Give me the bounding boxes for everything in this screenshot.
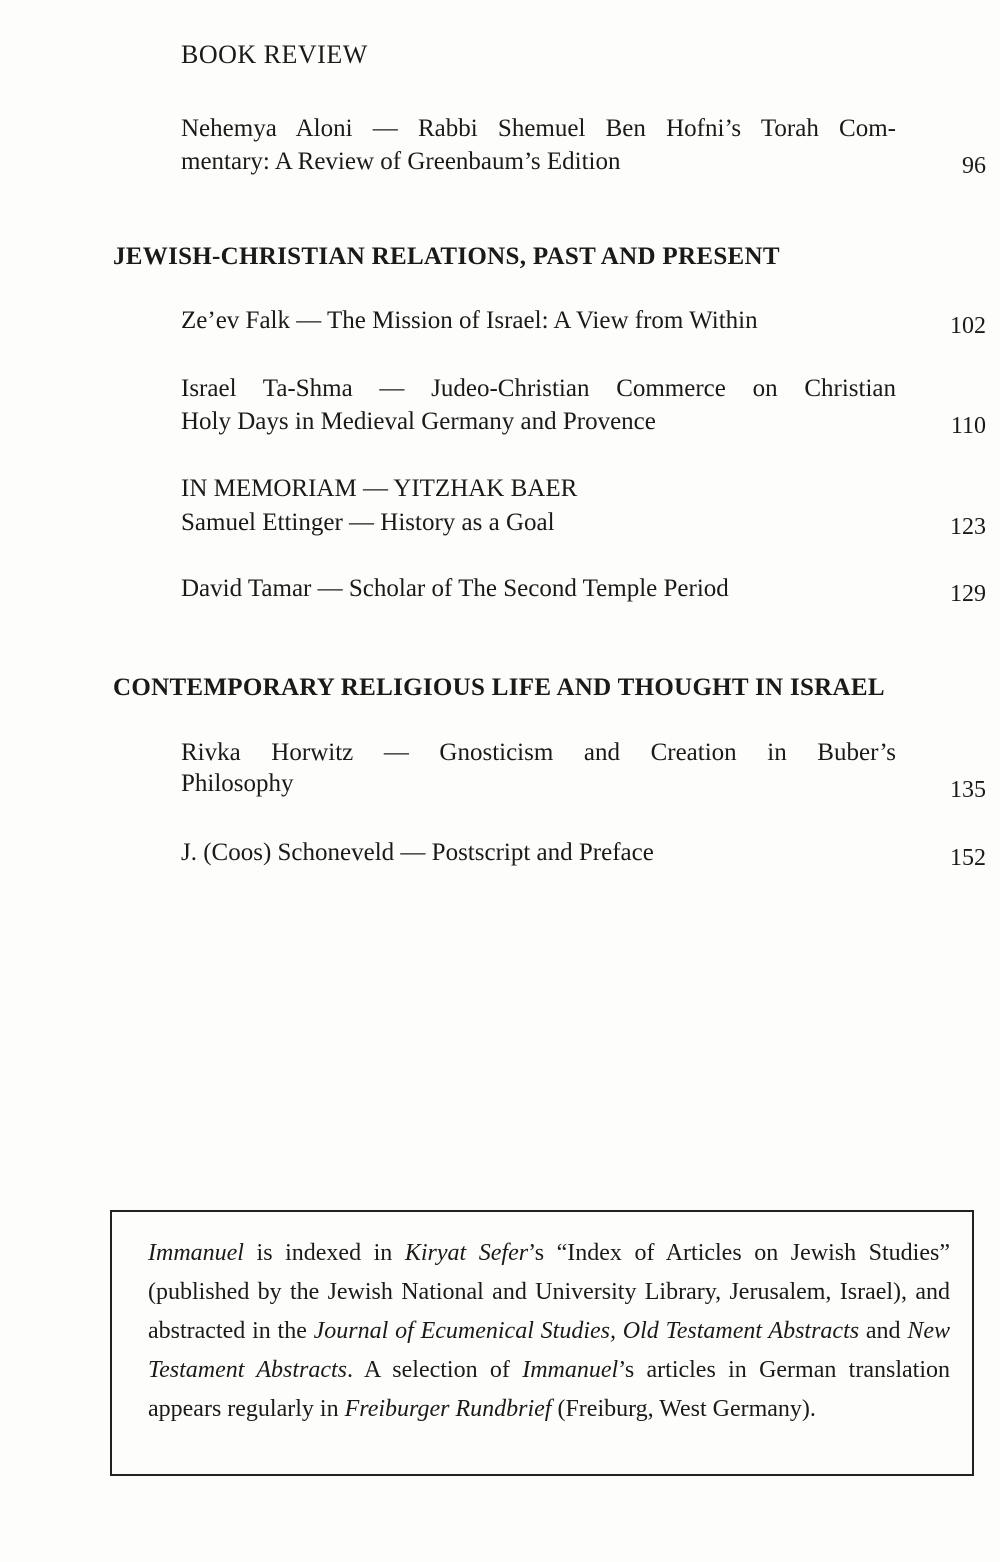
notice-text: ’s “Index of Articles on Jewish Studies” (published by the Jewish National and University Library, Jerusalem, Israel), and abstracted in the	[148, 1240, 950, 1344]
page-number: 123	[950, 514, 986, 540]
page-number: 135	[950, 777, 986, 803]
page-number: 96	[962, 153, 986, 179]
section-heading-contemporary: CONTEMPORARY RELIGIOUS LIFE AND THOUGHT IN ISRAEL	[113, 674, 885, 701]
section-heading-jewish-christian: JEWISH-CHRISTIAN RELATIONS, PAST AND PRESENT	[113, 243, 780, 270]
journal-title: Kiryat Sefer	[404, 1240, 529, 1266]
page-number: 102	[950, 313, 986, 339]
journal-title: Immanuel	[522, 1357, 619, 1383]
page-number: 152	[950, 845, 986, 871]
entry-title-line: Rivka Horwitz — Gnosticism and Creation in Buber’s	[181, 739, 896, 766]
entry-title-line: J. (Coos) Schoneveld — Postscript and Preface	[181, 839, 654, 866]
entry-title-line: Israel Ta-Shma — Judeo-Christian Commerce on Christian	[181, 375, 896, 402]
notice-text: ’s articles in German translation appears regularly in	[148, 1357, 950, 1422]
entry-title-line: David Tamar — Scholar of The Second Temple Period	[181, 575, 729, 602]
journal-title: Immanuel	[148, 1240, 244, 1266]
notice-text: . A selection of	[347, 1357, 523, 1383]
in-memoriam-heading: IN MEMORIAM — YITZHAK BAER	[181, 475, 578, 502]
notice-text: is indexed in	[243, 1240, 405, 1266]
entry-title-line: Holy Days in Medieval Germany and Provence	[181, 408, 656, 435]
entry-title-line: Nehemya Aloni — Rabbi Shemuel Ben Hofni’s Torah Com-	[181, 115, 896, 142]
journal-title: New Testament Abstracts	[148, 1318, 950, 1383]
entry-title-line: Ze’ev Falk — The Mission of Israel: A View from Within	[181, 307, 758, 334]
indexing-notice-box	[110, 1210, 974, 1476]
notice-text: and	[859, 1318, 908, 1344]
notice-text: (Freiburg, West Germany).	[551, 1396, 816, 1422]
page-number: 110	[950, 413, 986, 439]
indexing-notice-text	[148, 1234, 950, 1429]
entry-title-line: Samuel Ettinger — History as a Goal	[181, 509, 555, 536]
entry-title-line: Philosophy	[181, 770, 294, 797]
book-review-heading: BOOK REVIEW	[181, 40, 368, 69]
page-number: 129	[950, 581, 986, 607]
entry-title-line: mentary: A Review of Greenbaum’s Edition	[181, 148, 621, 175]
journal-title: Journal of Ecumenical Studies, Old Testament Abstracts	[313, 1318, 860, 1344]
journal-title: Freiburger Rundbrief	[344, 1396, 552, 1422]
